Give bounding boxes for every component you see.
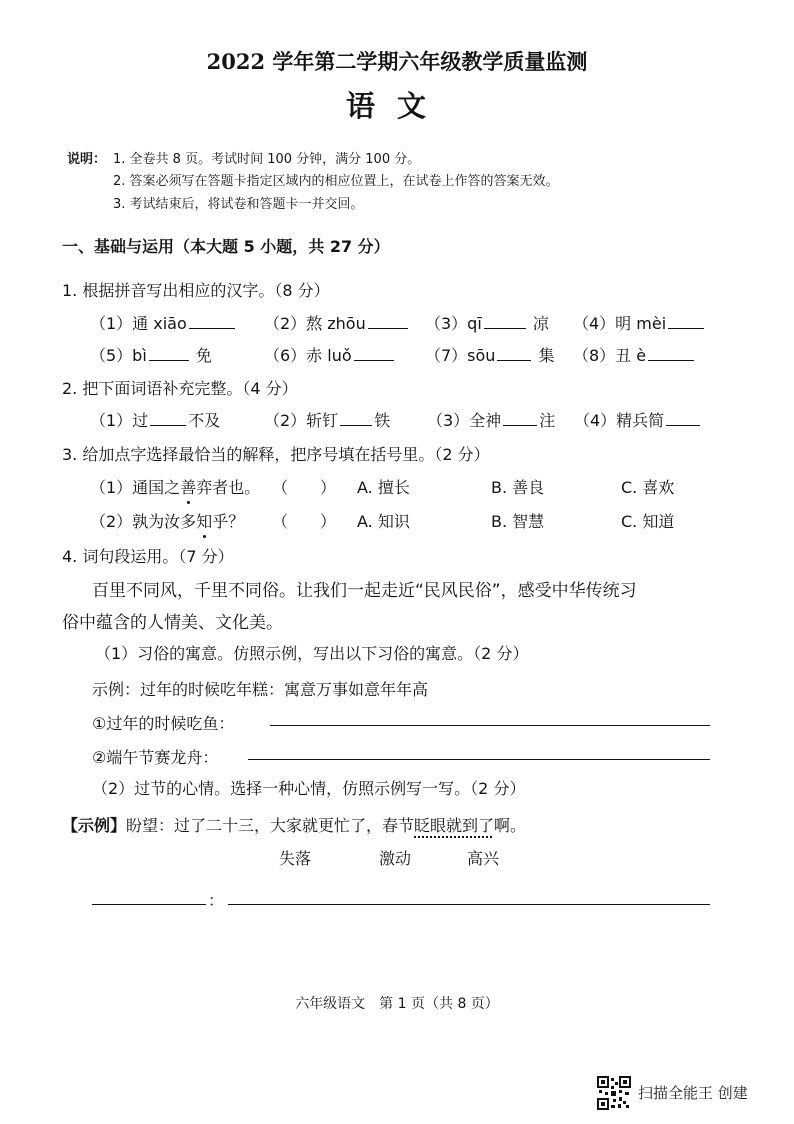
q4-sub2-prompt: （2）过节的心情。选择一种心情，仿照示例写一写。（2 分） [92, 779, 526, 798]
q2-item-1-suffix: 不及 [188, 411, 221, 430]
instruction-item-3: 3. 考试结束后，将试卷和答题卡一并交回。 [113, 197, 364, 212]
choice-3: 高兴 [467, 849, 500, 868]
q1-item-1-text: （1）通 xiāo [90, 314, 187, 333]
q2-item-2-text: （2）斩钉 [264, 411, 339, 430]
q2-item-3-text: （3）全神 [427, 411, 502, 430]
q3-row-1-option-c: C. 喜欢 [621, 478, 675, 497]
q2-item-1-text: （1）过 [90, 411, 149, 430]
choice-1: 失落 [279, 849, 312, 868]
q3-row-2-option-b: B. 智慧 [491, 512, 545, 531]
question-1-prompt: 1. 根据拼音写出相应的汉字。（8 分） [62, 281, 330, 300]
q3-row-1-option-b: B. 善良 [491, 478, 545, 497]
answer-blank[interactable] [189, 312, 235, 329]
answer-blank[interactable] [668, 312, 704, 329]
q1-item-3-text: （3）qī [425, 314, 482, 333]
q3-row-2-post: 乎？ [212, 512, 245, 531]
q1-item-1 [90, 311, 237, 334]
q4-sub2-example [62, 813, 526, 836]
page-footer: 六年级语文 第 1 页（共 8 页） [295, 996, 499, 1012]
q2-item-1 [90, 408, 220, 431]
dotted-phrase: 眨眼就到了 [414, 816, 495, 835]
answer-blank[interactable] [497, 344, 531, 361]
scanner-watermark: 扫描全能王 创建 [638, 1084, 748, 1102]
q2-item-3 [427, 408, 555, 431]
q1-item-3-suffix: 凉 [532, 314, 549, 333]
answer-blank[interactable] [484, 312, 526, 329]
q4-sub1-item-2: ②端午节赛龙舟： [92, 748, 219, 767]
answer-blank[interactable] [150, 409, 186, 426]
q1-item-4 [573, 311, 706, 334]
example-text: 盼望：过了二十三，大家就更忙了，春节 [126, 816, 415, 835]
example-end: 啊。 [494, 816, 527, 835]
q3-row-2-pre: （2）孰为汝多 [90, 512, 197, 531]
q1-item-5 [90, 343, 212, 366]
q3-row-1-post: 弈者也。 [196, 478, 261, 497]
q1-item-6 [264, 343, 396, 366]
q4-passage-line-2: 俗中蕴含的人情美、文化美。 [62, 613, 283, 633]
answer-blank[interactable] [666, 409, 700, 426]
q1-item-7-text: （7）sōu [425, 346, 496, 365]
q2-item-4 [574, 408, 702, 431]
q2-item-2-suffix: 铁 [374, 411, 391, 430]
answer-blank[interactable] [149, 344, 189, 361]
answer-blank[interactable] [340, 409, 372, 426]
q3-row-2-option-c: C. 知道 [621, 512, 675, 531]
question-2-prompt: 2. 把下面词语补充完整。（4 分） [62, 379, 298, 398]
answer-paren[interactable]: （ ） [272, 478, 337, 497]
answer-line[interactable] [248, 759, 710, 760]
q2-item-4-text: （4）精兵简 [574, 411, 665, 430]
example-tag: 【示例】 [62, 816, 127, 835]
answer-line[interactable] [270, 725, 710, 726]
exam-title: 2022 学年第二学期六年级教学质量监测 [206, 49, 588, 74]
answer-blank[interactable] [503, 409, 537, 426]
answer-blank[interactable] [648, 344, 694, 361]
instruction-item-2: 2. 答案必须写在答题卡指定区域内的相应位置上，在试卷上作答的答案无效。 [113, 174, 559, 189]
answer-blank[interactable] [368, 312, 408, 329]
question-4-prompt: 4. 词句段运用。（7 分） [62, 547, 234, 566]
q1-item-8-text: （8）丑 è [573, 346, 647, 365]
q1-item-4-text: （4）明 mèi [573, 314, 667, 333]
q4-sub1-example: 示例：过年的时候吃年糕：寓意万事如意年年高 [92, 680, 429, 699]
q2-item-2 [264, 408, 390, 431]
q1-item-2-text: （2）熬 zhōu [264, 314, 366, 333]
dotted-character: 善 [180, 475, 196, 498]
qr-code-icon [597, 1076, 631, 1110]
q1-item-8 [573, 343, 696, 366]
mood-answer-line[interactable] [92, 904, 206, 905]
dotted-character: 知 [196, 509, 212, 532]
answer-blank[interactable] [354, 344, 394, 361]
q3-row-1-pre: （1）通国之 [90, 478, 181, 497]
section-heading: 一、基础与运用（本大题 5 小题，共 27 分） [62, 237, 390, 256]
q1-item-7 [425, 343, 555, 366]
sentence-answer-line[interactable] [228, 904, 710, 905]
choice-2: 激动 [379, 849, 412, 868]
q3-row-2-sentence [90, 509, 244, 532]
instructions-label: 说明： [67, 152, 107, 167]
q3-row-1-sentence [90, 475, 260, 498]
q4-sub1-item-1: ①过年的时候吃鱼： [92, 714, 235, 733]
q1-item-5-suffix: 免 [195, 346, 212, 365]
q1-item-5-text: （5）bì [90, 346, 147, 365]
q1-item-2 [264, 311, 410, 334]
answer-paren[interactable]: （ ） [272, 512, 337, 531]
colon: ： [208, 891, 225, 910]
subject-title: 语文 [345, 89, 448, 123]
q4-sub1-prompt: （1）习俗的寓意。仿照示例，写出以下习俗的寓意。（2 分） [95, 644, 529, 663]
question-3-prompt: 3. 给加点字选择最恰当的解释，把序号填在括号里。（2 分） [62, 445, 490, 464]
q4-passage-line-1: 百里不同风，千里不同俗。让我们一起走近“民风民俗”，感受中华传统习 [92, 581, 637, 601]
q1-item-6-text: （6）赤 luǒ [264, 346, 352, 365]
q2-item-3-suffix: 注 [539, 411, 556, 430]
q3-row-1-option-a: A. 擅长 [357, 478, 410, 497]
q1-item-7-suffix: 集 [538, 346, 555, 365]
q1-item-3 [425, 311, 549, 334]
instruction-item-1: 1. 全卷共 8 页。考试时间 100 分钟，满分 100 分。 [113, 152, 421, 167]
q3-row-2-option-a: A. 知识 [357, 512, 410, 531]
